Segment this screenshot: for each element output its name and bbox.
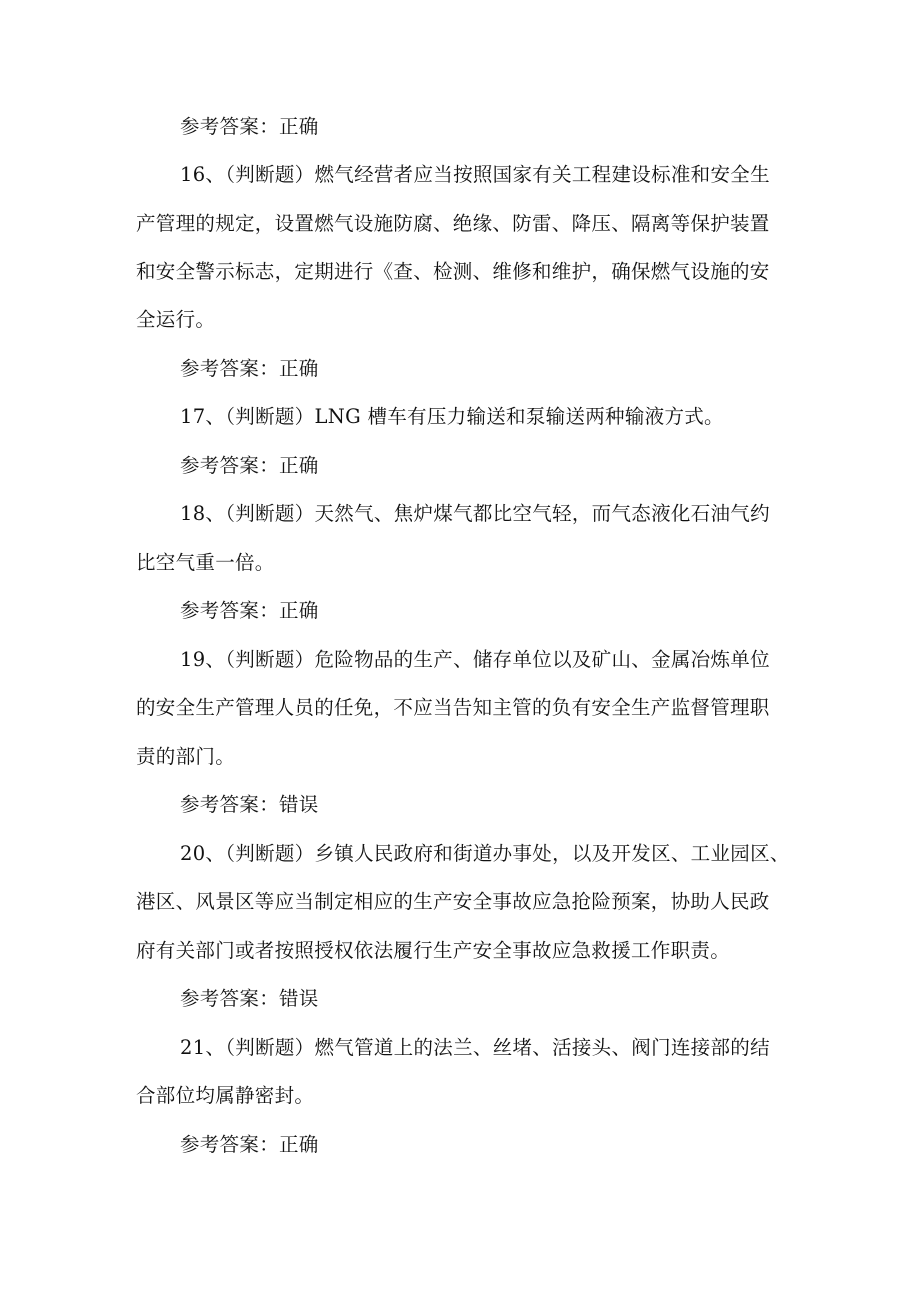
- question-16-line-3: 和安全警示标志，定期进行《查、检测、维修和维护，确保燃气设施的安: [136, 260, 770, 283]
- question-18-line-2: 比空气重一倍。: [136, 551, 275, 574]
- answer-21: 参考答案：正确: [180, 1133, 319, 1156]
- question-19-line-2: 的安全生产管理人员的任免，不应当告知主管的负有安全生产监督管理职: [136, 696, 770, 719]
- answer-17: 参考答案：正确: [180, 454, 319, 477]
- answer-19: 参考答案：错误: [180, 793, 319, 816]
- question-17-line-1: 17、（判断题）LNG 槽车有压力输送和泵输送两种输液方式。: [180, 405, 724, 428]
- answer-line: 参考答案：正确: [180, 115, 319, 138]
- question-20-line-3: 府有关部门或者按照授权依法履行生产安全事故应急救援工作职责。: [136, 939, 731, 962]
- question-19-line-3: 责的部门。: [136, 745, 236, 768]
- question-21-line-2: 合部位均属静密封。: [136, 1084, 315, 1107]
- question-16-line-2: 产管理的规定，设置燃气设施防腐、绝缘、防雷、降压、隔离等保护装置: [136, 212, 770, 235]
- question-19-line-1: 19、（判断题）危险物品的生产、储存单位以及矿山、金属冶炼单位: [180, 648, 770, 671]
- answer-20: 参考答案：错误: [180, 987, 319, 1010]
- answer-18: 参考答案：正确: [180, 599, 319, 622]
- question-21-line-1: 21、（判断题）燃气管道上的法兰、丝堵、活接头、阀门连接部的结: [180, 1036, 770, 1059]
- answer-16: 参考答案：正确: [180, 357, 319, 380]
- question-16-line-1: 16、（判断题）燃气经营者应当按照国家有关工程建设标准和安全生: [180, 163, 770, 186]
- question-16-line-4: 全运行。: [136, 308, 216, 331]
- question-18-line-1: 18、（判断题）天然气、焦炉煤气都比空气轻，而气态液化石油气约: [180, 502, 770, 525]
- question-20-line-1: 20、（判断题）乡镇人民政府和街道办事处，以及开发区、工业园区、: [180, 842, 790, 865]
- question-20-line-2: 港区、风景区等应当制定相应的生产安全事故应急抢险预案，协助人民政: [136, 890, 770, 913]
